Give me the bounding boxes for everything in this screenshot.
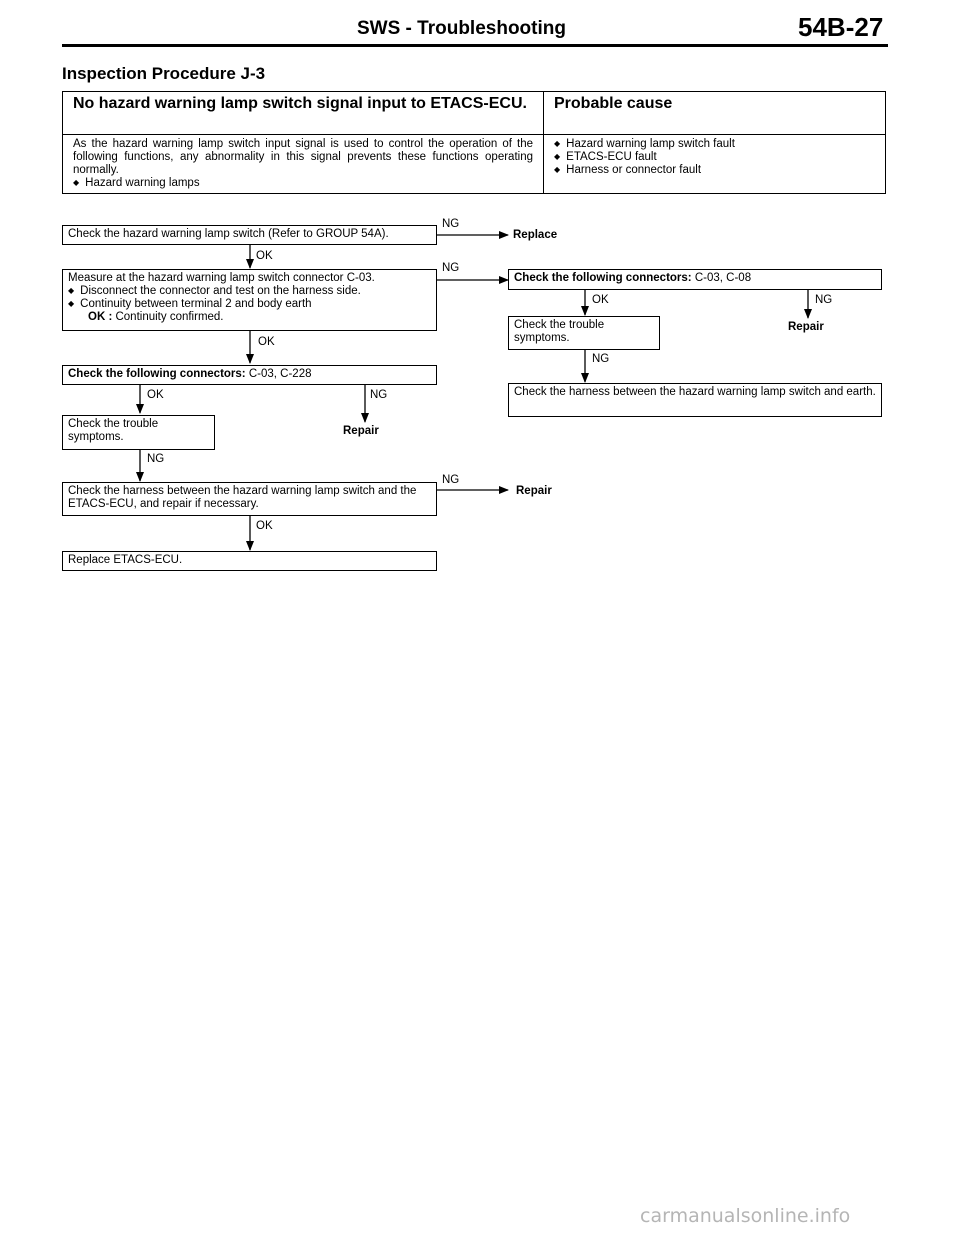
ng-label: NG [815, 294, 833, 306]
probable-cause-header: Probable cause [544, 92, 886, 135]
page-header-title: SWS - Troubleshooting [357, 18, 566, 39]
ng-label: NG [592, 353, 610, 365]
right-connectors-list: C-03, C-08 [694, 272, 752, 284]
cause-item: ◆ Hazard warning lamp switch fault [554, 138, 875, 151]
ng-label: NG [147, 453, 165, 465]
watermark: carmanualsonline.info [640, 1205, 851, 1227]
measure-line: Measure at the hazard warning lamp switch connector C-03. [68, 272, 375, 284]
step-replace-ecu: Replace ETACS-ECU. [62, 551, 437, 571]
cause-item: ◆ ETACS-ECU fault [554, 151, 875, 164]
measure-ok-label: OK : [88, 311, 113, 323]
measure-bullet: ◆ Disconnect the connector and test on the harness side. [68, 285, 431, 298]
ok-label: OK [258, 336, 275, 348]
measure-ok-text: Continuity confirmed. [115, 311, 224, 323]
ok-label: OK [147, 389, 164, 401]
step-check-connectors [62, 365, 437, 385]
step-check-switch-text: Check the hazard warning lamp switch (Refer to GROUP 54A). [68, 228, 389, 240]
step-check-symptoms: Check the trouble symptoms. [62, 415, 215, 450]
procedure-title: Inspection Procedure J-3 [62, 64, 266, 83]
repair-action: Repair [516, 485, 552, 497]
repair-action: Repair [343, 425, 379, 437]
ok-label: OK [592, 294, 609, 306]
measure-ok-line [68, 311, 431, 324]
step-measure-connector [62, 269, 437, 331]
replace-action: Replace [513, 229, 558, 241]
ng-label: NG [442, 262, 460, 274]
measure-bullet: ◆ Continuity between terminal 2 and body earth [68, 298, 431, 311]
ng-label: NG [442, 474, 460, 486]
step-check-switch [62, 225, 437, 245]
step-right-check-connectors [508, 269, 882, 290]
step-check-harness-ecu: Check the harness between the hazard warning lamp switch and the ETACS-ECU, and repair if necessary. [62, 482, 437, 516]
cause-item: ◆ Harness or connector fault [554, 164, 875, 177]
connectors-heading: Check the following connectors: [68, 368, 246, 380]
connectors-list: C-03, C-228 [248, 368, 312, 380]
repair-action: Repair [788, 321, 824, 333]
page-number: 54B-27 [798, 12, 884, 42]
right-connectors-heading: Check the following connectors: [514, 272, 692, 284]
ng-label: NG [370, 389, 388, 401]
ng-label: NG [442, 218, 460, 230]
symptom-description: As the hazard warning lamp switch input signal is used to control the operation of the following functions, any abnormality in this signal prevents these functions operating normally. [73, 138, 533, 176]
step-right-check-symptoms: Check the trouble symptoms. [508, 316, 660, 350]
step-right-check-harness-earth: Check the harness between the hazard warning lamp switch and earth. [508, 383, 882, 417]
function-item: ◆ Hazard warning lamps [73, 177, 533, 190]
ok-label: OK [256, 250, 273, 262]
symptom-header: No hazard warning lamp switch signal input to ETACS-ECU. [63, 92, 544, 135]
ok-label: OK [256, 520, 273, 532]
